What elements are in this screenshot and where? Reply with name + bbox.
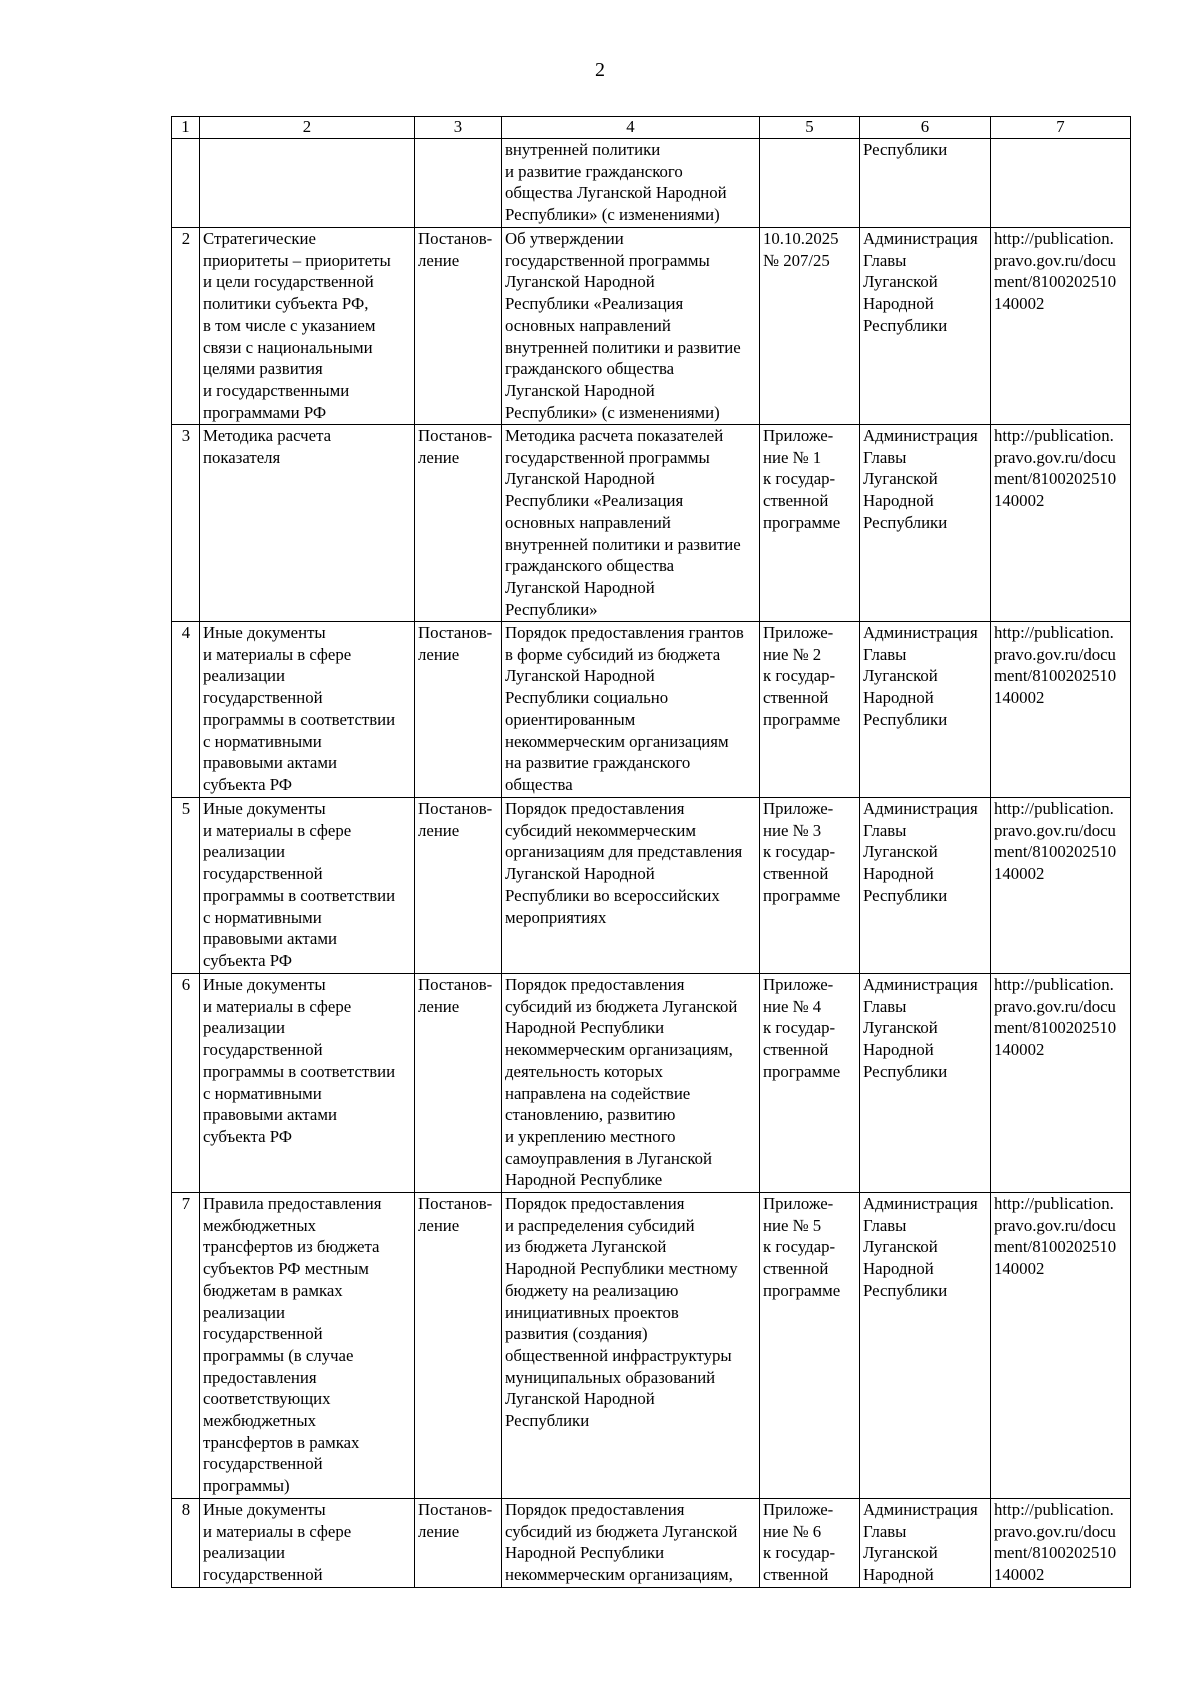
issuing-body: Администрация Главы Луганской Народной Республики (860, 798, 991, 974)
table-row (172, 228, 1131, 425)
table-row (172, 798, 1131, 974)
header-cell: 7 (991, 117, 1131, 139)
header-cell: 4 (502, 117, 760, 139)
row-number: 2 (172, 228, 200, 425)
document-name: Методика расчета показателей государственной программы Луганской Народной Республики «Реализация основных направлений внутренней политики и развитие гражданского общества Луганской Народной Республики» (502, 425, 760, 622)
document-name: Порядок предоставления субсидий некоммерческим организациям для представления Луганской Народной Республики во всероссийских мероприятиях (502, 798, 760, 974)
document-date: 10.10.2025 № 207/25 (760, 228, 860, 425)
table-row (172, 974, 1131, 1193)
issuing-body: Администрация Главы Луганской Народной Республики (860, 622, 991, 798)
document-name: Порядок предоставления субсидий из бюджета Луганской Народной Республики некоммерческим организациям, (502, 1499, 760, 1588)
row-number (172, 139, 200, 228)
document-type: Иные документы и материалы в сфере реализации государственной программы в соответствии с нормативными правовыми актами субъекта РФ (200, 798, 415, 974)
issuing-body: Администрация Главы Луганской Народной Республики (860, 425, 991, 622)
publication-link: http://publication. pravo.gov.ru/docu ment/8100202510 140002 (991, 1499, 1131, 1588)
header-cell: 1 (172, 117, 200, 139)
document-date: Приложе- ние № 6 к государ- ственной (760, 1499, 860, 1588)
page-number: 2 (595, 59, 605, 81)
document-name: внутренней политики и развитие гражданского общества Луганской Народной Республики» (с изменениями) (502, 139, 760, 228)
issuing-body: Администрация Главы Луганской Народной Республики (860, 228, 991, 425)
publication-link: http://publication. pravo.gov.ru/docu ment/8100202510 140002 (991, 622, 1131, 798)
document-name: Об утверждении государственной программы Луганской Народной Республики «Реализация основных направлений внутренней политики и развитие гражданского общества Луганской Народной Республики» (с изменениями) (502, 228, 760, 425)
act-kind: Постанов- ление (415, 228, 502, 425)
publication-link: http://publication. pravo.gov.ru/docu ment/8100202510 140002 (991, 228, 1131, 425)
table-row (172, 1499, 1131, 1588)
row-number: 7 (172, 1193, 200, 1499)
table-header-row (172, 117, 1131, 139)
act-kind (415, 139, 502, 228)
document-date: Приложе- ние № 4 к государ- ственной программе (760, 974, 860, 1193)
document-type: Иные документы и материалы в сфере реализации государственной программы в соответствии с нормативными правовыми актами субъекта РФ (200, 974, 415, 1193)
row-number: 3 (172, 425, 200, 622)
issuing-body: Администрация Главы Луганской Народной Республики (860, 1193, 991, 1499)
issuing-body: Администрация Главы Луганской Народной (860, 1499, 991, 1588)
publication-link: http://publication. pravo.gov.ru/docu ment/8100202510 140002 (991, 974, 1131, 1193)
row-number: 4 (172, 622, 200, 798)
publication-link: http://publication. pravo.gov.ru/docu ment/8100202510 140002 (991, 1193, 1131, 1499)
table-row (172, 1193, 1131, 1499)
document-date: Приложе- ние № 1 к государ- ственной программе (760, 425, 860, 622)
document-type: Иные документы и материалы в сфере реализации государственной программы в соответствии с нормативными правовыми актами субъекта РФ (200, 622, 415, 798)
act-kind: Постанов- ление (415, 1193, 502, 1499)
act-kind: Постанов- ление (415, 974, 502, 1193)
document-type: Методика расчета показателя (200, 425, 415, 622)
act-kind: Постанов- ление (415, 1499, 502, 1588)
publication-link: http://publication. pravo.gov.ru/docu ment/8100202510 140002 (991, 425, 1131, 622)
act-kind: Постанов- ление (415, 622, 502, 798)
document-date: Приложе- ние № 5 к государ- ственной программе (760, 1193, 860, 1499)
document-date: Приложе- ние № 3 к государ- ственной программе (760, 798, 860, 974)
table-row (172, 425, 1131, 622)
document-type: Стратегические приоритеты – приоритеты и цели государственной политики субъекта РФ, в том числе с указанием связи с национальными целями развития и государственными программами РФ (200, 228, 415, 425)
table-row (172, 622, 1131, 798)
act-kind: Постанов- ление (415, 425, 502, 622)
row-number: 8 (172, 1499, 200, 1588)
act-kind: Постанов- ление (415, 798, 502, 974)
header-cell: 2 (200, 117, 415, 139)
document-name: Порядок предоставления субсидий из бюджета Луганской Народной Республики некоммерческим организациям, деятельность которых направлена на содействие становлению, развитию и укреплению местного самоуправления в Луганской Народной Республике (502, 974, 760, 1193)
documents-table (171, 116, 1131, 1588)
document-type (200, 139, 415, 228)
document-name: Порядок предоставления грантов в форме субсидий из бюджета Луганской Народной Республики социально ориентированным некоммерческим организациям на развитие гражданского общества (502, 622, 760, 798)
publication-link: http://publication. pravo.gov.ru/docu ment/8100202510 140002 (991, 798, 1131, 974)
document-type: Иные документы и материалы в сфере реализации государственной (200, 1499, 415, 1588)
row-number: 5 (172, 798, 200, 974)
publication-link (991, 139, 1131, 228)
issuing-body: Республики (860, 139, 991, 228)
document-date (760, 139, 860, 228)
document-date: Приложе- ние № 2 к государ- ственной программе (760, 622, 860, 798)
row-number: 6 (172, 974, 200, 1193)
header-cell: 3 (415, 117, 502, 139)
document-type: Правила предоставления межбюджетных трансфертов из бюджета субъектов РФ местным бюджетам в рамках реализации государственной программы (в случае предоставления соответствующих межбюджетных трансфертов в рамках государственной программы) (200, 1193, 415, 1499)
table-row (172, 139, 1131, 228)
header-cell: 5 (760, 117, 860, 139)
issuing-body: Администрация Главы Луганской Народной Республики (860, 974, 991, 1193)
document-name: Порядок предоставления и распределения субсидий из бюджета Луганской Народной Республики местному бюджету на реализацию инициативных проектов развития (создания) общественной инфраструктуры муниципальных образований Луганской Народной Республики (502, 1193, 760, 1499)
header-cell: 6 (860, 117, 991, 139)
